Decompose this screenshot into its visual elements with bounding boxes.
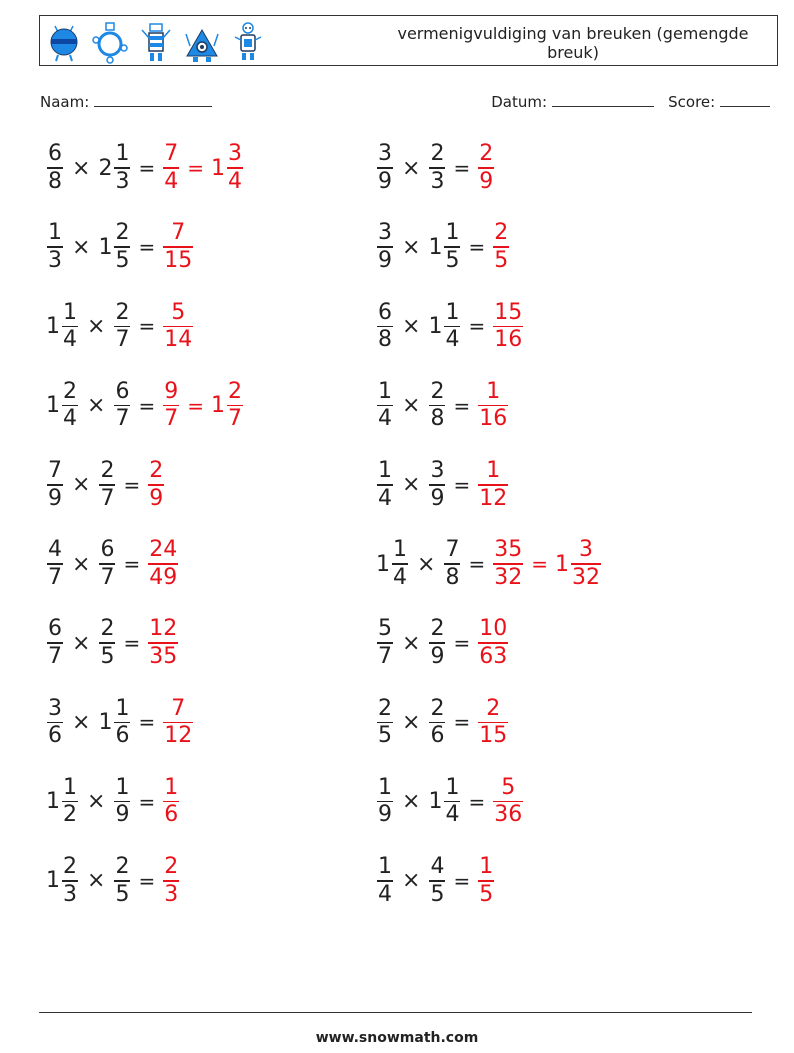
times-sign: × [402,709,421,735]
operand-a-whole: 1 [46,393,60,419]
operand-a-denominator: 9 [378,168,392,194]
answer-fraction [148,617,178,669]
operand-a-denominator: 8 [48,168,62,194]
answer-numerator: 15 [494,299,523,325]
operand-b-denominator: 7 [115,327,130,353]
operand-b-denominator: 6 [115,723,130,749]
operand-b-fraction [429,697,445,749]
answer-fraction [163,301,193,353]
answer-numerator: 10 [479,616,508,642]
operand-a-denominator: 6 [48,723,62,749]
operand-b-numerator: 1 [115,774,130,800]
problem-item [376,692,509,752]
answer-fraction [478,142,494,194]
operand-b-numerator: 2 [115,299,130,325]
operand-a-numerator: 1 [378,774,392,800]
operand-b-denominator: 5 [100,643,115,669]
problem-item [46,772,180,832]
answer-mixed-whole: 1 [210,155,225,181]
operand-a-numerator: 1 [378,378,392,404]
operand-b-whole: 1 [98,234,113,260]
operand-b-denominator: 8 [445,564,460,590]
problem-item [376,376,509,436]
operand-b-fraction [429,459,445,511]
operand-b-numerator: 7 [445,537,460,563]
operand-a-fraction [62,380,78,432]
operand-b-fraction [444,221,460,273]
operand-a-numerator: 1 [393,537,407,563]
operand-a-fraction [47,142,63,194]
problem-item [46,613,179,673]
operand-b-denominator: 3 [115,168,130,194]
answer-numerator: 2 [479,141,494,167]
times-sign: × [87,393,106,419]
operand-a-numerator: 4 [48,537,62,563]
operand-a-denominator: 4 [63,406,77,432]
times-sign: × [402,630,421,656]
answer-numerator: 35 [494,537,523,563]
times-sign: × [72,472,91,498]
operand-b-fraction [114,776,130,828]
times-sign: × [402,155,421,181]
equals-sign: = [138,235,156,260]
operand-b-numerator: 2 [430,616,445,642]
answer-mixed-denominator: 4 [227,168,242,194]
equals-sign: = [138,868,156,893]
operand-b-numerator: 1 [445,299,460,325]
answer-numerator: 9 [164,378,179,404]
answer-denominator: 49 [149,564,178,590]
answer-numerator: 7 [164,141,179,167]
answer [162,142,244,194]
answer-numerator: 2 [164,854,179,879]
name-label: Naam: [40,93,90,111]
times-sign: × [72,234,91,260]
answer-fraction [163,697,193,749]
answer [477,459,509,511]
operand-a-fraction [47,697,63,749]
operand-b-fraction [114,301,130,353]
operand-a-denominator: 4 [378,406,392,432]
operand-b-whole: 2 [98,155,113,181]
equals-sign: = [138,789,156,814]
answer-fraction [163,142,179,194]
operand-b-denominator: 5 [115,247,130,273]
operand-b-whole: 1 [428,234,443,260]
answer-denominator: 15 [479,723,508,749]
answer-fraction [478,380,508,432]
operand-a-numerator: 5 [378,616,392,642]
operand-a-whole: 1 [376,551,390,577]
answer-numerator: 1 [479,854,494,879]
operand-b-numerator: 1 [115,695,130,721]
answer-mixed-numerator: 2 [227,378,242,404]
operand-b-denominator: 5 [445,247,460,273]
operand-b-denominator: 7 [100,485,115,511]
answer-fraction [163,221,193,273]
answer-denominator: 16 [494,327,523,353]
operand-a-whole: 1 [46,313,60,339]
operand-b-numerator: 1 [445,220,460,246]
answer-numerator: 5 [501,774,516,800]
operand-a-fraction [377,617,393,669]
answer-fraction [148,538,178,590]
problem-item [376,138,495,198]
answer-mixed-numerator: 3 [578,537,593,563]
times-sign: × [87,313,106,339]
equals-sign: = [138,393,156,418]
times-sign: × [87,789,106,815]
answer [162,776,180,828]
problem-item [376,296,524,356]
answer-denominator: 35 [149,643,178,669]
operand-b-fraction [444,776,460,828]
operand-a-numerator: 2 [63,378,77,404]
answer-fraction [478,697,508,749]
operand-b-fraction [114,380,130,432]
operand-b-fraction [444,538,460,590]
operand-a-denominator: 4 [393,564,407,590]
answer-fraction [493,301,523,353]
operand-a-whole: 1 [46,868,60,894]
operand-a-denominator: 4 [378,485,392,511]
answer [477,697,509,749]
operand-a-numerator: 7 [48,458,62,483]
times-sign: × [402,472,421,498]
answer-denominator: 12 [164,723,193,749]
equals-sign: = [453,710,471,735]
operand-a-numerator: 1 [378,458,392,483]
answer-mixed-numerator: 3 [227,141,242,167]
operand-b-numerator: 6 [115,378,130,404]
answer-denominator: 9 [479,168,494,194]
operand-b-numerator: 2 [100,616,115,642]
answer-mixed-fraction [227,142,243,194]
answer-mixed-denominator: 7 [227,406,242,432]
operand-a-numerator: 3 [378,220,392,246]
operand-b-numerator: 1 [115,141,130,167]
answer [147,617,179,669]
answer-denominator: 14 [164,327,193,353]
times-sign: × [402,313,421,339]
operand-a-denominator: 2 [63,802,77,828]
answer [162,301,194,353]
score-label: Score: [668,93,716,111]
operand-a-numerator: 1 [378,854,392,879]
answer-fraction [493,221,509,273]
operand-b-fraction [114,855,130,907]
answer-numerator: 2 [494,220,509,246]
problem-item [376,217,510,277]
operand-a-fraction [377,221,393,273]
answer [162,855,180,907]
times-sign: × [72,551,91,577]
operand-b-numerator: 2 [430,695,445,721]
answer-equals-sign: = [187,156,204,180]
operand-a-fraction [62,301,78,353]
footer-divider [39,1012,752,1013]
answer [477,380,509,432]
equals-sign: = [468,789,486,814]
equals-sign: = [138,156,156,180]
operand-a-denominator: 7 [48,564,62,590]
operand-a-numerator: 2 [63,854,77,879]
operand-a-denominator: 5 [378,723,392,749]
operand-a-denominator: 4 [378,881,392,907]
operand-b-fraction [429,142,445,194]
date-label: Datum: [491,93,548,111]
answer [492,301,524,353]
problem-item [46,455,165,515]
operand-a-fraction [377,855,393,907]
operand-b-denominator: 7 [100,564,115,590]
operand-b-numerator: 3 [430,458,445,483]
problem-item [46,296,194,356]
operand-b-fraction [114,697,130,749]
operand-a-fraction [377,776,393,828]
equals-sign: = [453,472,471,497]
operand-a-denominator: 7 [48,643,62,669]
operand-b-numerator: 2 [430,378,445,404]
operand-b-denominator: 9 [115,802,130,828]
operand-a-denominator: 9 [378,802,392,828]
answer [477,142,495,194]
answer-numerator: 7 [171,220,186,246]
operand-b-numerator: 2 [430,141,445,167]
answer-denominator: 5 [494,247,509,273]
equals-sign: = [138,710,156,735]
answer-denominator: 12 [479,485,508,511]
answer-denominator: 36 [494,802,523,828]
operand-a-fraction [62,776,78,828]
answer-fraction [163,776,179,828]
operand-a-denominator: 4 [63,327,77,353]
operand-a-numerator: 1 [63,774,77,800]
times-sign: × [402,789,421,815]
equals-sign: = [453,156,471,180]
answer-numerator: 1 [164,774,179,800]
operand-b-denominator: 9 [430,643,445,669]
operand-a-numerator: 1 [63,299,77,325]
operand-b-whole: 1 [428,789,443,815]
problem-item [46,851,180,911]
operand-b-denominator: 5 [115,881,130,907]
answer-fraction [478,617,508,669]
operand-b-denominator: 4 [445,802,460,828]
answer-denominator: 63 [479,643,508,669]
operand-a-denominator: 8 [378,327,392,353]
problem-item [376,851,495,911]
operand-b-fraction [99,617,115,669]
answer-equals-sign: = [187,393,204,418]
answer-fraction [478,855,494,907]
operand-b-denominator: 4 [445,327,460,353]
times-sign: × [72,155,91,181]
answer-fraction [148,459,164,511]
operand-a-fraction [377,459,393,511]
equals-sign: = [123,631,141,656]
operand-a-numerator: 1 [48,220,62,246]
equals-sign: = [453,631,471,656]
operand-b-numerator: 1 [445,774,460,800]
answer-numerator: 12 [149,616,178,642]
answer-mixed-whole: 1 [554,551,569,577]
operand-a-denominator: 9 [48,485,62,511]
answer [477,855,495,907]
answer-fraction [493,538,523,590]
answer-numerator: 1 [486,378,501,404]
answer [147,538,179,590]
operand-a-numerator: 3 [48,695,62,721]
answer-denominator: 5 [479,881,494,907]
times-sign: × [402,393,421,419]
answer-numerator: 2 [486,695,501,721]
operand-a-numerator: 6 [378,299,392,325]
answer-denominator: 4 [164,168,179,194]
answer-mixed-whole: 1 [210,393,225,419]
operand-b-fraction [429,855,445,907]
operand-a-fraction [47,538,63,590]
answer-mixed-fraction [227,380,243,432]
operand-b-fraction [114,142,130,194]
problem-item [46,217,194,277]
equals-sign: = [138,314,156,339]
operand-b-denominator: 5 [430,881,445,907]
operand-b-numerator: 6 [100,537,115,563]
answer-fraction [163,855,179,907]
times-sign: × [417,551,436,577]
operand-a-fraction [62,855,78,907]
operand-b-numerator: 2 [115,854,130,879]
worksheet-title: vermenigvuldiging van breuken (gemengde breuk) [397,24,749,62]
answer-numerator: 24 [149,537,178,563]
answer [147,459,165,511]
operand-a-whole: 1 [46,789,60,815]
operand-b-denominator: 9 [430,485,445,511]
answer-mixed-fraction [571,538,601,590]
operand-b-fraction [444,301,460,353]
problem-item [46,534,179,594]
problem-item [376,772,524,832]
operand-a-fraction [377,301,393,353]
operand-a-numerator: 6 [48,616,62,642]
operand-a-fraction [392,538,408,590]
operand-b-denominator: 8 [430,406,445,432]
times-sign: × [72,709,91,735]
operand-b-denominator: 3 [430,168,445,194]
operand-b-fraction [429,617,445,669]
problem-item [46,376,244,436]
operand-a-fraction [377,380,393,432]
problem-item [46,692,194,752]
operand-a-denominator: 3 [63,881,77,907]
operand-a-fraction [377,142,393,194]
answer [477,617,509,669]
answer-equals-sign: = [531,552,548,576]
operand-b-fraction [429,380,445,432]
times-sign: × [72,630,91,656]
answer-denominator: 7 [164,406,179,432]
answer-fraction [163,380,179,432]
footer-site: www.snowmath.com [315,1030,479,1046]
operand-b-numerator: 4 [430,854,445,879]
equals-sign: = [453,868,471,893]
operand-b-fraction [114,221,130,273]
problem-item [376,455,509,515]
equals-sign: = [468,235,486,260]
equals-sign: = [468,552,486,576]
equals-sign: = [468,314,486,339]
times-sign: × [402,868,421,894]
operand-b-fraction [99,538,115,590]
operand-a-denominator: 7 [378,643,392,669]
problem-item [376,534,602,594]
operand-b-whole: 1 [428,313,443,339]
equals-sign: = [123,552,141,576]
problem-item [46,138,244,198]
answer-numerator: 2 [149,458,164,483]
operand-b-numerator: 2 [100,458,115,483]
operand-a-numerator: 3 [378,141,392,167]
answer-denominator: 15 [164,247,193,273]
operand-b-numerator: 2 [115,220,130,246]
problem-item [376,613,509,673]
answer [492,538,602,590]
operand-a-fraction [47,221,63,273]
operand-a-fraction [377,697,393,749]
equals-sign: = [453,393,471,418]
answer [492,221,510,273]
answer-fraction [478,459,508,511]
answer-denominator: 6 [164,802,179,828]
operand-a-denominator: 3 [48,247,62,273]
operand-a-fraction [47,459,63,511]
answer [492,776,524,828]
answer-numerator: 1 [486,458,501,483]
operand-a-fraction [47,617,63,669]
times-sign: × [87,868,106,894]
answer-denominator: 3 [164,881,179,907]
operand-a-numerator: 2 [378,695,392,721]
answer [162,697,194,749]
answer-numerator: 7 [171,695,186,721]
answer-fraction [493,776,523,828]
answer-numerator: 5 [171,299,186,325]
times-sign: × [402,234,421,260]
answer [162,380,244,432]
operand-b-whole: 1 [98,709,113,735]
operand-b-denominator: 6 [430,723,445,749]
operand-b-fraction [99,459,115,511]
answer [162,221,194,273]
answer-denominator: 32 [494,564,523,590]
equals-sign: = [123,472,141,497]
operand-b-denominator: 7 [115,406,130,432]
answer-denominator: 9 [149,485,164,511]
answer-mixed-denominator: 32 [571,564,600,590]
answer-denominator: 16 [479,406,508,432]
operand-a-numerator: 6 [48,141,62,167]
operand-a-denominator: 9 [378,247,392,273]
